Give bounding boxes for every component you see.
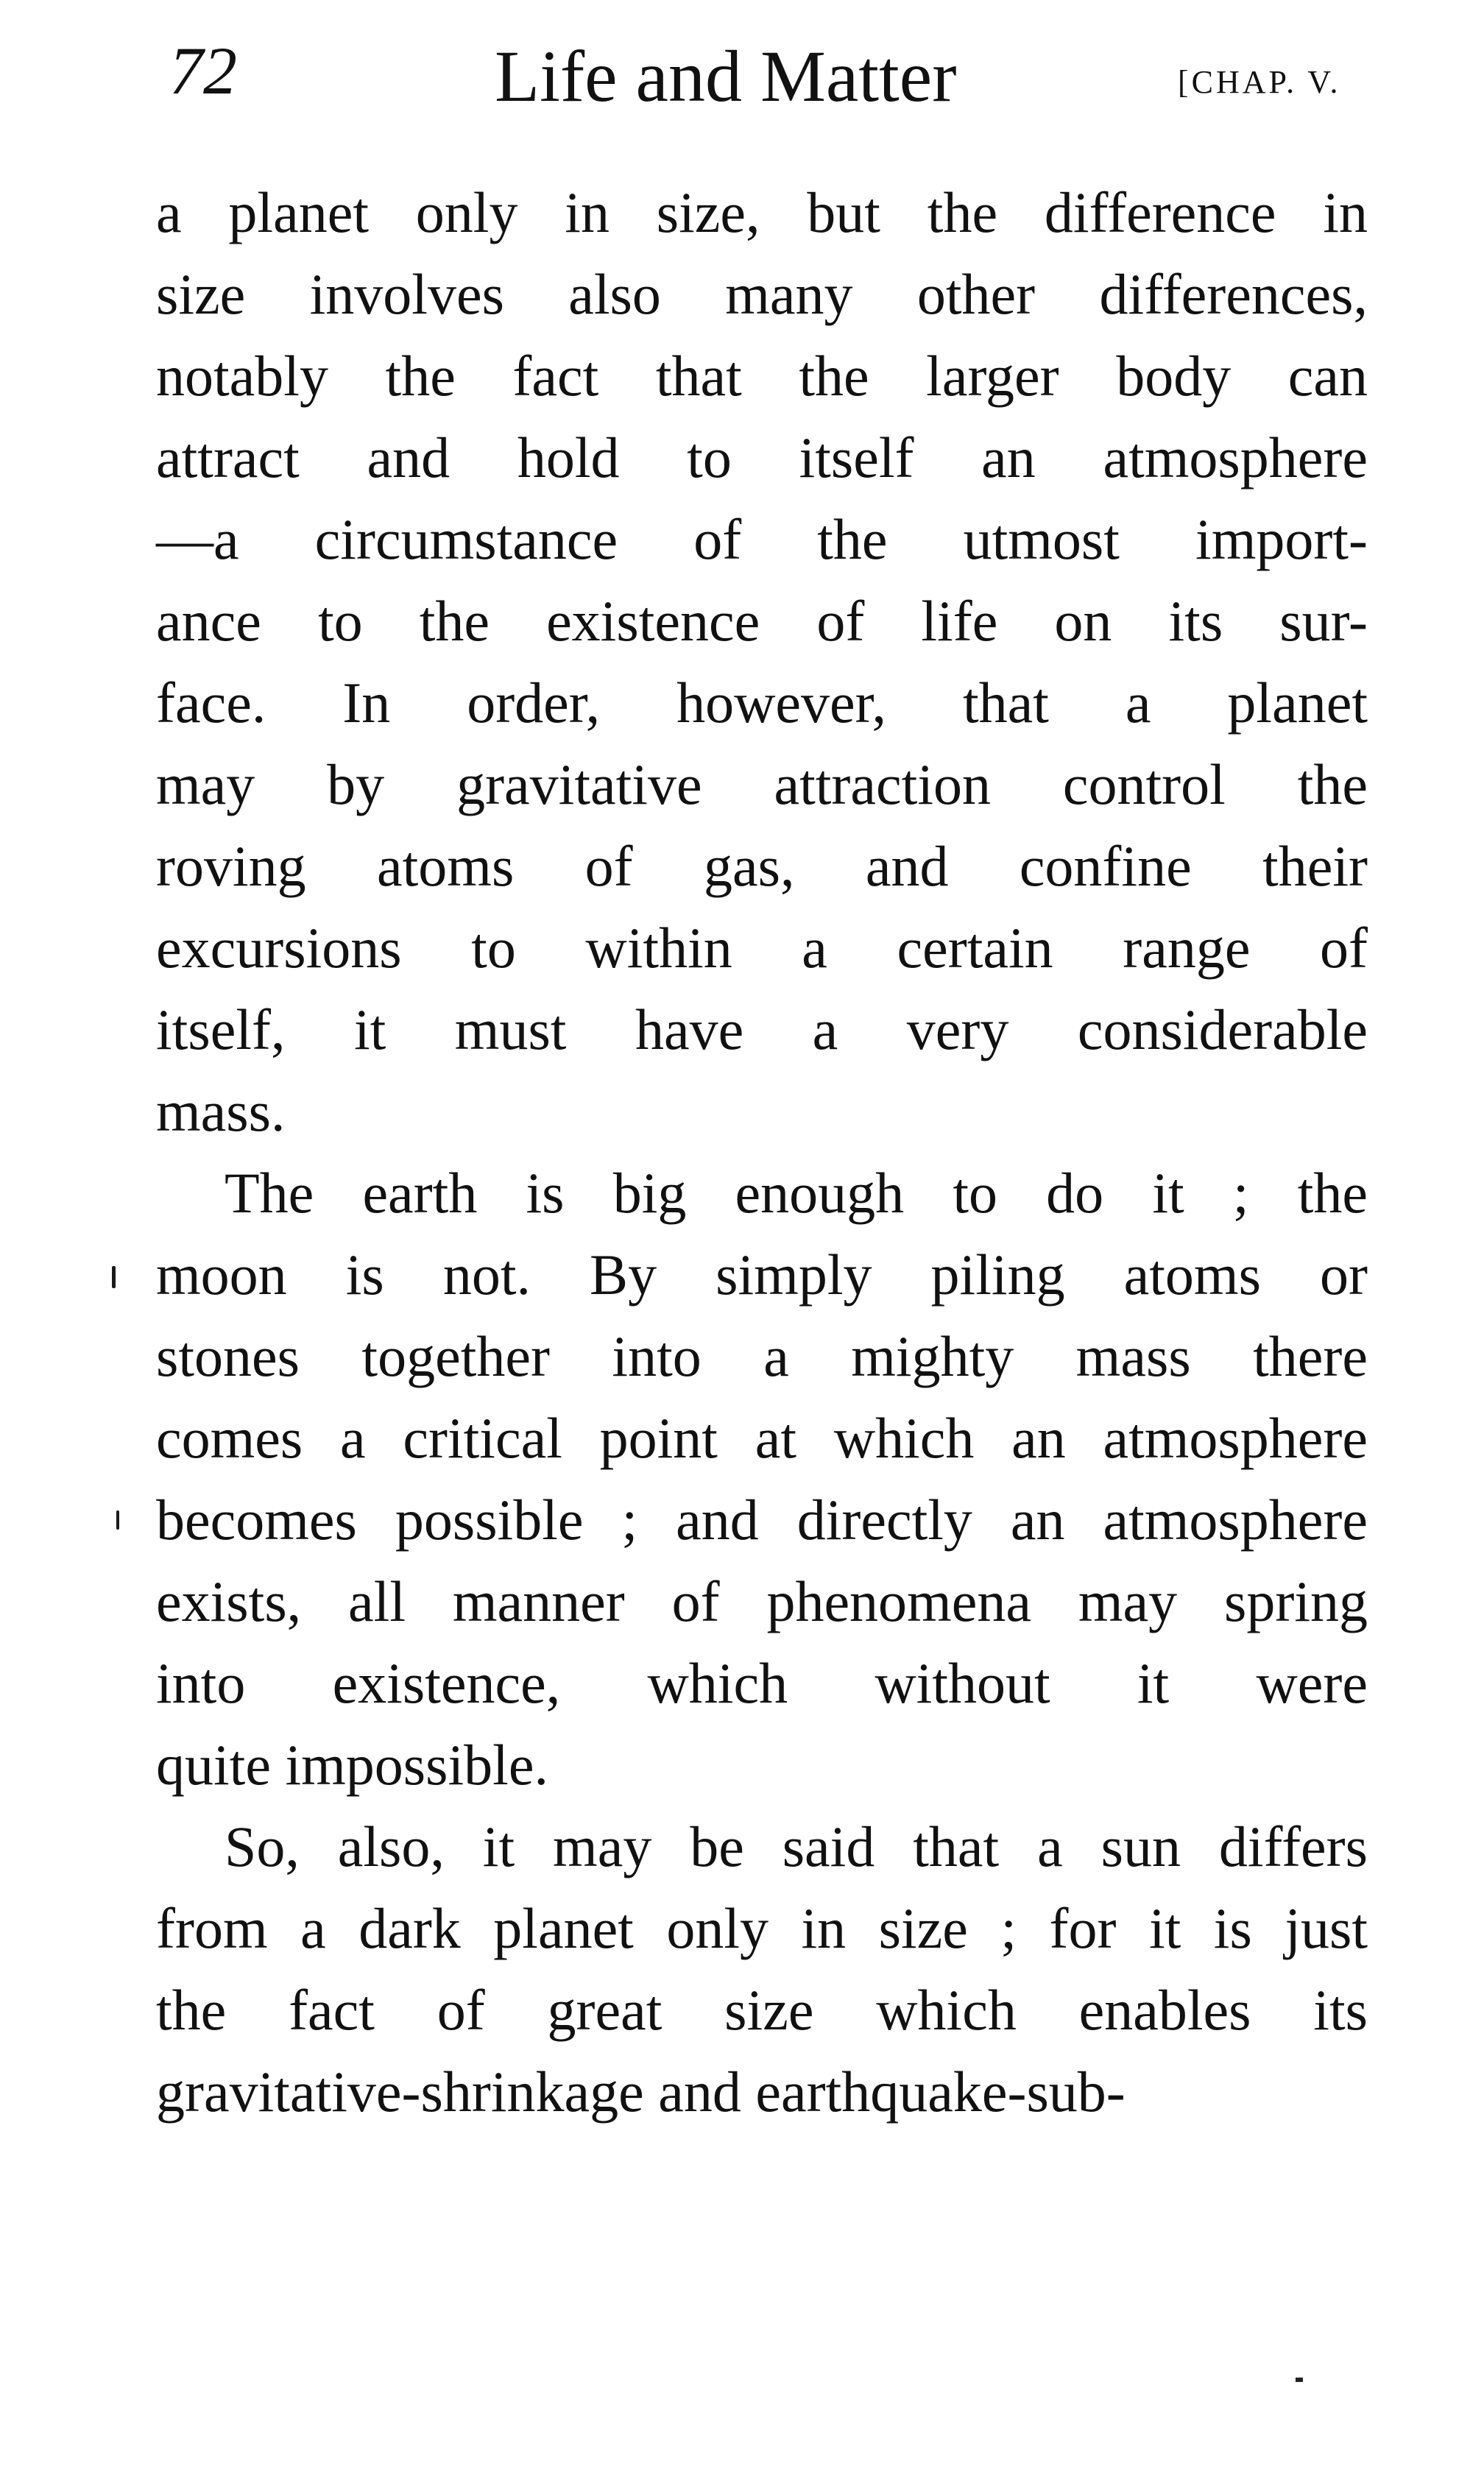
text-line: So, also, it may be said that a sun differs bbox=[225, 1814, 1368, 1879]
chapter-reference: [CHAP. V. bbox=[1178, 64, 1341, 100]
text-line: into existence, which without it were bbox=[156, 1651, 1368, 1715]
text-line: becomes possible ; and directly an atmosphere bbox=[156, 1488, 1368, 1552]
text-line: the fact of great size which enables its bbox=[156, 1978, 1368, 2042]
text-line: comes a critical point at which an atmosphere bbox=[156, 1406, 1368, 1470]
margin-mark bbox=[116, 1510, 119, 1530]
text-line: quite impossible. bbox=[156, 1733, 548, 1797]
text-line: notably the fact that the larger body can bbox=[156, 344, 1368, 408]
text-line: face. In order, however, that a planet bbox=[156, 671, 1368, 735]
running-title: Life and Matter bbox=[495, 35, 957, 117]
margin-mark bbox=[112, 1266, 116, 1288]
page-number: 72 bbox=[169, 33, 237, 108]
text-line: size involves also many other differences, bbox=[156, 262, 1368, 326]
text-line: roving atoms of gas, and confine their bbox=[156, 834, 1368, 898]
text-line: exists, all manner of phenomena may spring bbox=[156, 1569, 1368, 1633]
text-line: attract and hold to itself an atmosphere bbox=[156, 425, 1368, 490]
text-line: mass. bbox=[156, 1079, 286, 1143]
text-line: from a dark planet only in size ; for it is just bbox=[156, 1896, 1368, 1960]
specks bbox=[1296, 2378, 1303, 2382]
text-line: excursions to within a certain range of bbox=[156, 916, 1368, 980]
text-line: stones together into a mighty mass there bbox=[156, 1324, 1368, 1388]
text-line: may by gravitative attraction control the bbox=[156, 752, 1368, 816]
text-line: a planet only in size, but the difference in bbox=[156, 180, 1368, 244]
text-line: moon is not. By simply piling atoms or bbox=[156, 1243, 1368, 1307]
text-line: itself, it must have a very considerable bbox=[156, 997, 1368, 1061]
text-line: The earth is big enough to do it ; the bbox=[225, 1161, 1368, 1225]
text-line: gravitative-shrinkage and earthquake-sub- bbox=[156, 2060, 1126, 2124]
text-line: ance to the existence of life on its sur- bbox=[156, 589, 1368, 653]
text-line: —a circumstance of the utmost import- bbox=[156, 507, 1368, 571]
